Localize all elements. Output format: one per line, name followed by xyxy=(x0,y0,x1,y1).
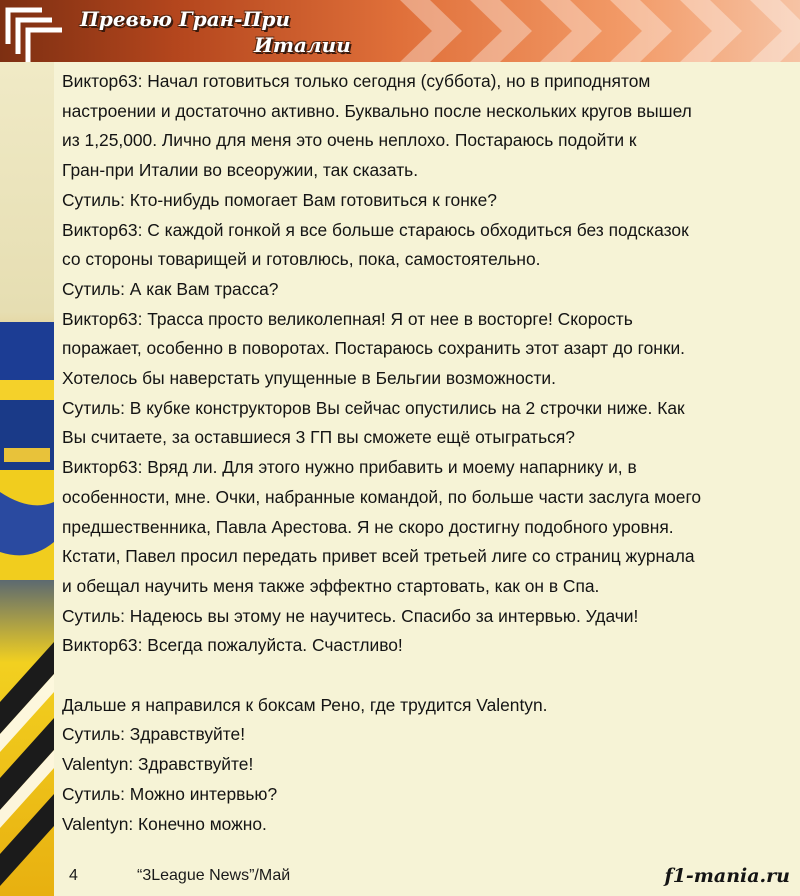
page-number: 4 xyxy=(69,867,78,884)
corner-bracket-icon xyxy=(2,4,72,62)
race-car-photo-strip xyxy=(0,62,54,896)
text-line: Сутиль: А как Вам трасса? xyxy=(62,278,279,299)
text-line: настроении и достаточно активно. Буквально после нескольких кругов вышел xyxy=(62,100,692,121)
text-line: и обещал научить меня также эффектно стартовать, как он в Спа. xyxy=(62,575,600,596)
text-line: Valentyn: Конечно можно. xyxy=(62,813,267,834)
text-line: из 1,25,000. Лично для меня это очень неплохо. Постараюсь подойти к xyxy=(62,130,637,151)
text-line: Сутиль: В кубке конструкторов Вы сейчас опустились на 2 строчки ниже. Как xyxy=(62,397,685,418)
text-line: Виктор63: Всегда пожалуйста. Счастливо! xyxy=(62,635,403,656)
text-line: Кстати, Павел просил передать привет всей третьей лиге со страниц журнала xyxy=(62,546,695,567)
text-line: Сутиль: Кто-нибудь помогает Вам готовиться к гонке? xyxy=(62,189,497,210)
text-line: Сутиль: Надеюсь вы этому не научитесь. Спасибо за интервью. Удачи! xyxy=(62,605,639,626)
text-line: Сутиль: Можно интервью? xyxy=(62,783,278,804)
race-car-photo-icon xyxy=(0,62,54,896)
text-line: Вы считаете, за оставшиеся 3 ГП вы сможете ещё отыграться? xyxy=(62,427,575,448)
page-title-line-1: Превью Гран-При xyxy=(80,7,290,31)
text-line: Виктор63: С каждой гонкой я все больше стараюсь обходиться без подсказок xyxy=(62,219,689,240)
text-line: поражает, особенно в поворотах. Постараюсь сохранить этот азарт до гонки. xyxy=(62,338,686,359)
text-line: Виктор63: Трасса просто великолепная! Я от нее в восторге! Скорость xyxy=(62,308,633,329)
text-line: Valentyn: Здравствуйте! xyxy=(62,754,254,775)
text-line: Дальше я направился к боксам Рено, где трудится Valentyn. xyxy=(62,694,548,715)
text-line: Виктор63: Вряд ли. Для этого нужно прибавить и моему напарнику и, в xyxy=(62,457,637,478)
text-line: предшественника, Павла Арестова. Я не скоро достигну подобного уровня. xyxy=(62,516,674,537)
text-line: Сутиль: Здравствуйте! xyxy=(62,724,246,745)
text-line: со стороны товарищей и готовлюсь, пока, самостоятельно. xyxy=(62,249,541,270)
header-banner xyxy=(0,0,800,62)
text-line: особенности, мне. Очки, набранные командой, по больше части заслуга моего xyxy=(62,486,702,507)
text-line: Виктор63: Начал готовиться только сегодня (суббота), но в приподнятом xyxy=(62,71,651,91)
paragraph-gap xyxy=(62,661,796,691)
page-title-line-2: Италии xyxy=(254,33,351,57)
site-name: f1-mania.ru xyxy=(664,865,790,887)
text-line: Гран-при Италии во всеоружии, так сказать. xyxy=(62,160,419,181)
chevron-pattern-icon xyxy=(380,0,800,62)
text-line: Хотелось бы наверстать упущенные в Бельгии возможности. xyxy=(62,368,556,389)
interview-text xyxy=(62,67,796,839)
magazine-name: “3League News”/Май xyxy=(137,867,291,884)
